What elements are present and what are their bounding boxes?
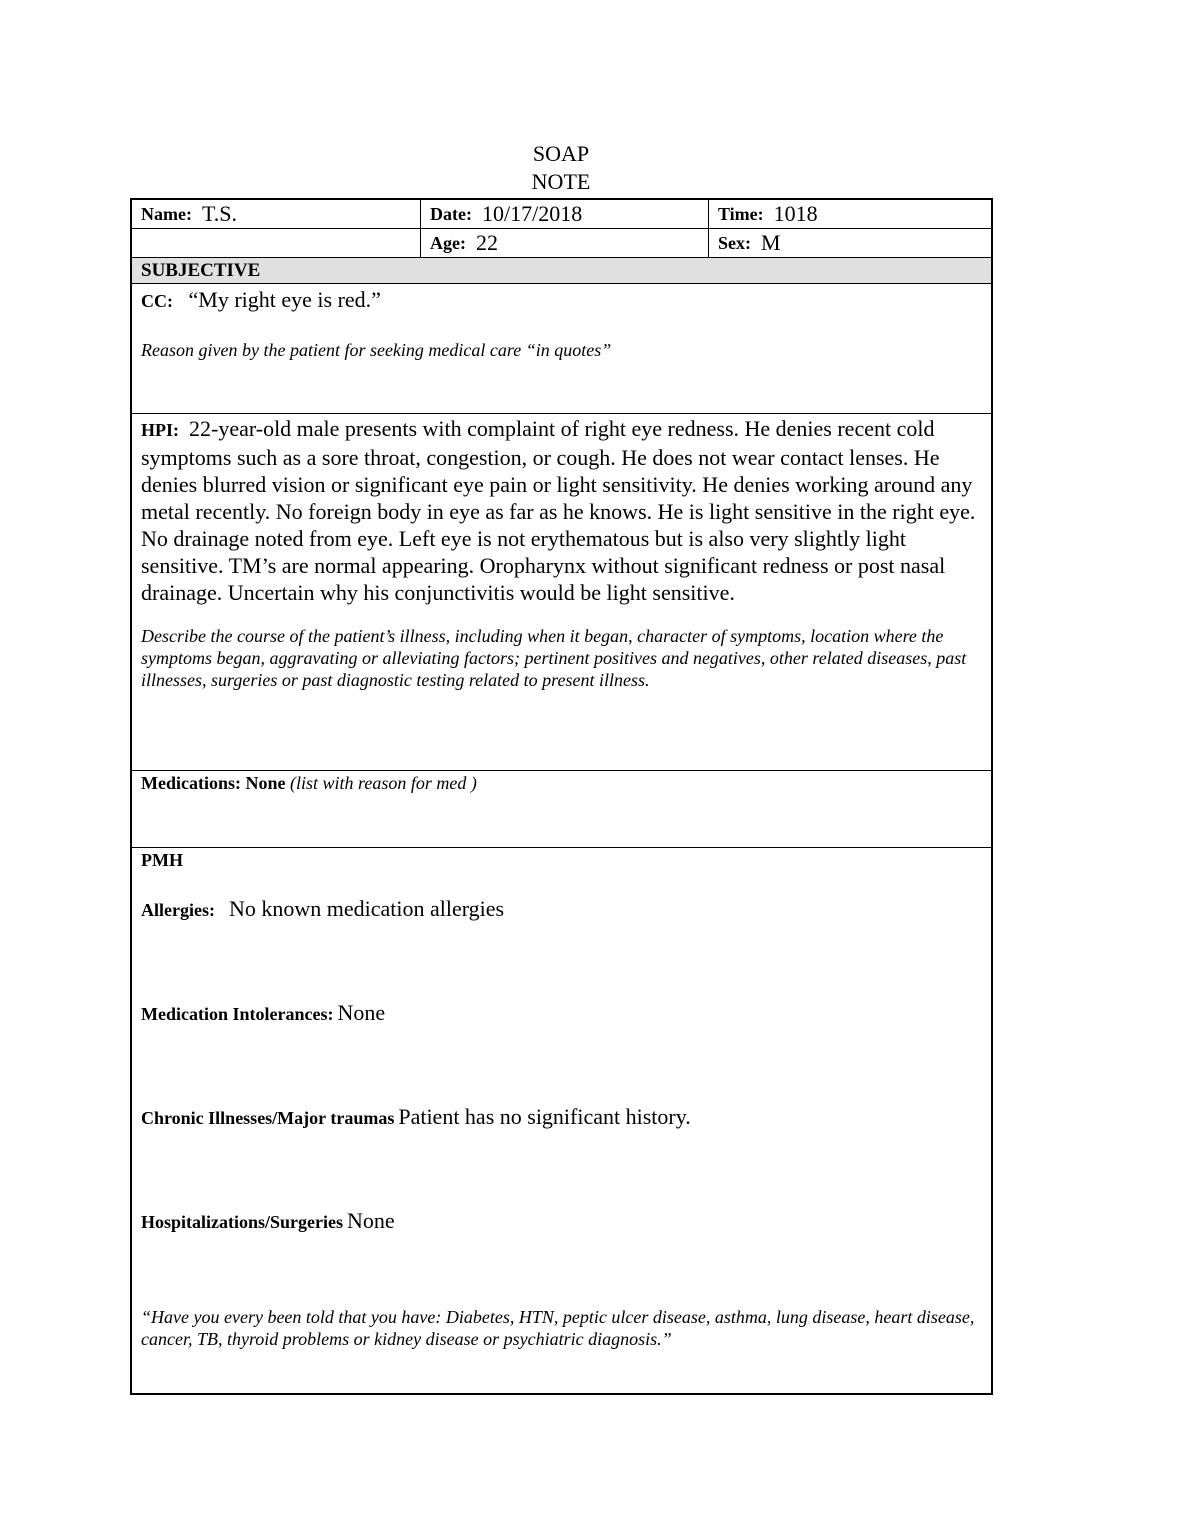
name-cell <box>132 200 420 228</box>
medications-hint: (list with reason for med ) <box>289 773 477 793</box>
sex-value: M <box>761 230 781 255</box>
age-label: Age: <box>430 232 466 253</box>
chronic-label: Chronic Illnesses/Major traumas <box>141 1108 395 1128</box>
cc-line <box>141 286 982 315</box>
age-cell <box>420 229 708 257</box>
allergies-label: Allergies: <box>141 900 215 920</box>
date-label: Date: <box>430 203 472 224</box>
time-label: Time: <box>718 203 764 224</box>
chronic-value: Patient has no significant history. <box>398 1104 691 1129</box>
hpi-hint: Describe the course of the patient’s illness, including when it began, character of symptoms, location where the symptoms began, aggravating or alleviating factors; pertinent positives and negatives, other related diseases, past illnesses, surgeries or past diagnostic testing related to present illness. <box>141 626 967 690</box>
date-value: 10/17/2018 <box>481 201 583 226</box>
title-line-2: NOTE <box>531 169 591 194</box>
hpi-section <box>132 415 991 771</box>
sex-cell <box>708 229 991 257</box>
hospitalizations-line <box>141 1207 982 1238</box>
date-cell <box>420 200 708 228</box>
pmh-section <box>132 849 991 1393</box>
hpi-label: HPI: <box>141 420 179 440</box>
intolerances-line <box>141 999 982 1030</box>
document-title <box>0 140 1122 196</box>
cc-value: “My right eye is red.” <box>188 287 381 312</box>
cc-hint: Reason given by the patient for seeking medical care “in quotes” <box>141 340 612 360</box>
medications-label: Medications: None <box>141 773 286 793</box>
hpi-text <box>141 415 982 606</box>
allergies-value: No known medication allergies <box>228 896 505 921</box>
time-value: 1018 <box>773 201 818 226</box>
title-line-1: SOAP <box>532 141 590 166</box>
hpi-value: 22-year-old male presents with complaint of right eye redness. He denies recent cold symptoms such as a sore throat, congestion, or cough. He does not wear contact lenses. He denies blurred vision or significant eye pain or light sensitivity. He denies working around any metal recently. No foreign body in eye as far as he knows. He is light sensitive in the right eye. No drainage noted from eye. Left eye is not erythematous but is also very slightly light sensitive. TM’s are normal appearing. Oropharynx without significant redness or post nasal drainage. Uncertain why his conjunctivitis would be light sensitive. <box>141 416 976 605</box>
soap-form <box>130 198 993 1395</box>
name-value: T.S. <box>201 201 238 226</box>
allergies-line <box>141 895 982 926</box>
intolerances-label: Medication Intolerances: <box>141 1004 334 1024</box>
hospitalizations-label: Hospitalizations/Surgeries <box>141 1212 343 1232</box>
chronic-line <box>141 1103 982 1134</box>
cc-section <box>132 286 991 414</box>
intolerances-value: None <box>337 1000 386 1025</box>
empty-cell <box>132 229 420 257</box>
header-row-2 <box>132 229 991 258</box>
subjective-heading: SUBJECTIVE <box>132 258 991 284</box>
pmh-heading: PMH <box>141 850 183 870</box>
medications-line <box>141 772 982 794</box>
time-cell <box>708 200 991 228</box>
cc-label: CC: <box>141 291 173 311</box>
age-value: 22 <box>475 230 498 255</box>
sex-label: Sex: <box>718 232 751 253</box>
header-row-1 <box>132 200 991 229</box>
hospitalizations-value: None <box>347 1208 395 1233</box>
name-label: Name: <box>141 203 192 224</box>
medications-section <box>132 772 991 848</box>
history-question: “Have you every been told that you have: Diabetes, HTN, peptic ulcer disease, asthma, lung disease, heart disease, cancer, TB, thyroid problems or kidney disease or psychiatric diagnosis.” <box>141 1307 975 1349</box>
